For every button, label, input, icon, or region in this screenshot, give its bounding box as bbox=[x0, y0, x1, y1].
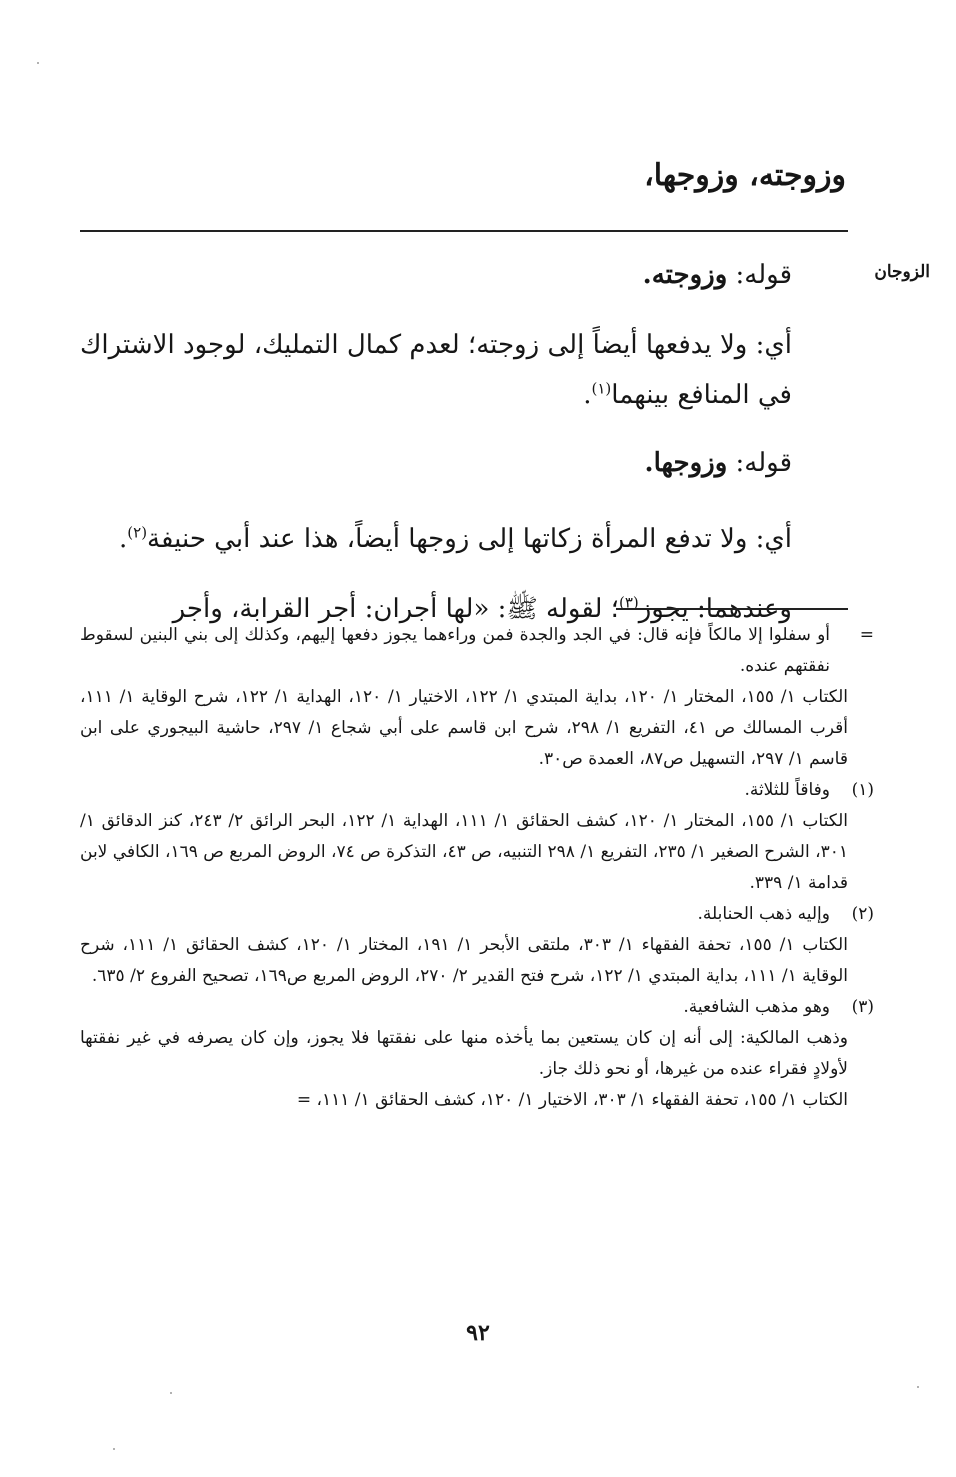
footnotes bbox=[80, 620, 874, 1116]
page-number: ٩٢ bbox=[466, 1320, 490, 1346]
scan-speck bbox=[113, 1448, 115, 1450]
commentary-paragraph-1 bbox=[80, 320, 848, 420]
footnote-text: أو سفلوا إلا مالكاً فإنه قال: في الجد والجدة فمن وراءهما يجوز دفعها إليهم، وكذلك إلى بني البنين لسقوط نفقتهم عنده. bbox=[80, 625, 830, 676]
footnote-references: الكتاب ١/ ١٥٥، تحفة الفقهاء ١/ ٣٠٣، ملتقى الأبحر ١/ ١٩١، المختار ١/ ١٢٠، كشف الحقائق ١/ ١١١، شرح الوقاية ١/ ١١١، بداية المبتدي ١/ ١٢٢، شرح فتح القدير ٢/ ٢٧٠، الروض المربع ص١٦٩، تصحيح الفروع ٢/ ٦٣٥. bbox=[80, 935, 848, 986]
footnote-2 bbox=[80, 899, 874, 930]
header-rule bbox=[80, 230, 848, 232]
footnote-text: وإليه ذهب الحنابلة. bbox=[697, 904, 830, 924]
quote-headword: وزوجته. bbox=[642, 260, 728, 290]
footnote-ref-1: (١) bbox=[591, 379, 612, 398]
footnote-references: الكتاب ١/ ١٥٥، تحفة الفقهاء ١/ ٣٠٣، الاختيار ١/ ١٢٠، كشف الحقائق ١/ ١١١، = bbox=[296, 1090, 848, 1110]
commentary-text: ؛ لقوله ﷺ: «لها أجران: أجر القرابة، وأجر bbox=[172, 594, 619, 624]
commentary-paragraph-2 bbox=[80, 514, 848, 564]
footnote-ref-3: (٣) bbox=[618, 593, 639, 612]
quote-label: قوله: bbox=[735, 448, 792, 478]
footnote-rule bbox=[616, 608, 848, 610]
scan-speck bbox=[917, 1386, 919, 1388]
footnote-text: وذهب المالكية: إلى أنه إن كان يستعين بما يأخذه منها على نفقتها فلا يجوز، وإن كان يصرفه في غير نفقتها لأولادٍ فقراء عنده من غيرها، أو نحو ذلك جاز. bbox=[80, 1028, 848, 1079]
quote-label: قوله: bbox=[735, 260, 792, 290]
margin-note: الزوجان bbox=[874, 262, 930, 282]
footnote-marker: (١) bbox=[851, 780, 874, 800]
footnote-ref-2: (٢) bbox=[127, 523, 148, 542]
commentary-text: أي: ولا يدفعها أيضاً إلى زوجته؛ لعدم كمال التمليك، لوجود الاشتراك في المنافع بينهما bbox=[80, 330, 792, 410]
footnote-text: وهو مذهب الشافعية. bbox=[683, 997, 830, 1017]
commentary-end: . bbox=[119, 524, 128, 554]
commentary-end: . bbox=[583, 380, 592, 410]
footnote-marker: (٢) bbox=[851, 904, 874, 924]
continuation-marker: = bbox=[859, 625, 874, 645]
footnote-1 bbox=[80, 775, 874, 806]
scan-speck bbox=[37, 62, 39, 64]
footnote-text: وفاقاً للثلاثة. bbox=[744, 780, 830, 800]
main-text bbox=[80, 248, 848, 634]
quote-headword: وزوجها. bbox=[644, 448, 728, 478]
footnote-continuation bbox=[80, 620, 874, 682]
quote-line-2 bbox=[80, 438, 848, 488]
scan-speck bbox=[170, 1392, 172, 1394]
footnote-references: الكتاب ١/ ١٥٥، المختار ١/ ١٢٠، بداية المبتدي ١/ ١٢٢، الاختيار ١/ ١٢٠، الهداية ١/ ١٢٢، شرح الوقاية ١/ ١١١، أقرب المسالك ص ٤١، التفريع ١/ ٢٩٨، شرح ابن قاسم على أبي شجاع ١/ ٢٩٧، حاشية البيجوري على ابن قاسم ١/ ٢٩٧، التسهيل ص٨٧، العمدة ص٣٠. bbox=[80, 687, 849, 769]
footnote-3 bbox=[80, 992, 874, 1023]
commentary-text: وعندهما: يجوز bbox=[638, 594, 792, 624]
footnote-marker: (٣) bbox=[851, 997, 874, 1017]
commentary-text: أي: ولا تدفع المرأة زكاتها إلى زوجها أيضاً، هذا عند أبي حنيفة bbox=[147, 524, 792, 554]
running-header: وزوجته، وزوجها، bbox=[644, 158, 846, 193]
quote-line-1 bbox=[80, 250, 848, 300]
footnote-references: الكتاب ١/ ١٥٥، المختار ١/ ١٢٠، كشف الحقائق ١/ ١١١، الهداية ١/ ١٢٢، البحر الرائق ٢/ ٢٤٣، كنز الدقائق ١/ ٣٠١، الشرح الصغير ١/ ٢٣٥، التفريع ١/ ٢٩٨ التنبيه، ص ٤٣، التذكرة ص ٧٤، الروض المربع ص ١٦٩، الكافي لابن قدامة ١/ ٣٣٩. bbox=[80, 811, 849, 893]
